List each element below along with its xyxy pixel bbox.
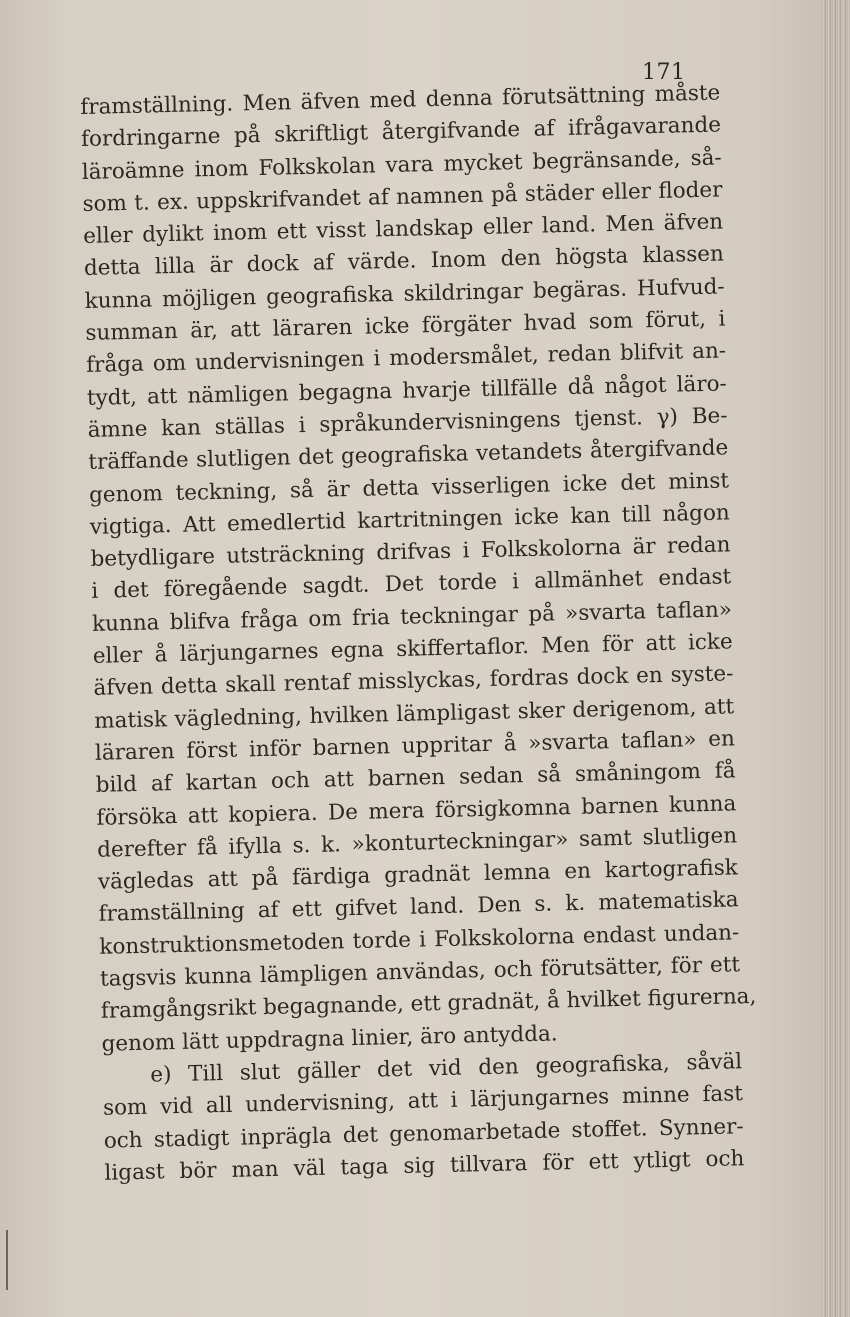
page-number: 171: [642, 60, 686, 85]
text-line: vägledas att på färdiga gradnät lemna en kartografisk: [97, 855, 739, 895]
text-line: matisk vägledning, hvilken lämpligast sker derigenom, att: [93, 693, 735, 734]
text-line: som t. ex. uppskrifvandet af namnen på städer eller floder: [82, 177, 723, 217]
text-line: försöka att kopiera. De mera försigkomna barnen kunna: [96, 790, 737, 831]
text-line: kunna möjligen geografiska skildringar begäras. Hufvud-: [84, 274, 725, 314]
text-line: ämne kan ställas i språkundervisningens tjenst. γ) Be-: [87, 403, 728, 443]
text-line: fråga om undervisningen i modersmålet, redan blifvit an-: [85, 338, 727, 379]
text-line: fordringarne på skriftligt återgifvande af ifrågavarande: [80, 112, 722, 153]
text-line: summan är, att läraren icke förgäter hvad som förut, i: [85, 306, 726, 347]
text-line: bild af kartan och att barnen sedan så småningom få: [95, 758, 736, 799]
text-line: tydt, att nämligen begagna hvarje tillfälle då något läro-: [86, 371, 728, 411]
text-line: konstruktionsmetoden torde i Folkskolorna endast undan-: [99, 919, 740, 960]
text-line: framställning. Men äfven med denna förutsättning måste: [80, 80, 721, 120]
text-line: som vid all undervisning, att i lärjungarnes minne fast: [102, 1081, 744, 1121]
text-line: derefter få ifylla s. k. »konturteckningar» samt slutligen: [96, 823, 738, 863]
text-line: genom teckning, så är detta visserligen icke det minst: [88, 467, 730, 508]
text-line: träffande slutligen det geografiska vetandets återgifvande: [88, 435, 729, 476]
text-line: vigtiga. Att emedlertid kartritningen icke kan till någon: [89, 500, 730, 540]
text-line: äfven detta skall rentaf misslyckas, fordras dock en syste-: [93, 661, 734, 702]
text-line: kunna blifva fråga om fria teckningar på »svarta taflan»: [91, 597, 733, 637]
text-line: läroämne inom Folkskolan vara mycket begränsande, så-: [81, 145, 722, 185]
text-line: och stadigt inprägla det genomarbetade stoffet. Synner-: [103, 1113, 744, 1154]
text-line: genom lätt uppdragna linier, äro antydda.: [101, 1021, 558, 1057]
text-line: tagsvis kunna lämpligen användas, och förutsätter, för ett: [99, 952, 741, 992]
text-line: eller å lärjungarnes egna skiffertaflor. Men för att icke: [92, 629, 733, 669]
text-line: läraren först inför barnen uppritar å »svarta taflan» en: [94, 726, 736, 766]
text-line: ligast bör man väl taga sig tillvara för ett ytligt och: [104, 1146, 745, 1186]
text-line: detta lilla är dock af värde. Inom den högsta klassen: [83, 241, 725, 282]
text-line: eller dylikt inom ett visst landskap eller land. Men äfven: [82, 209, 724, 250]
text-line: betydligare utsträckning drifvas i Folkskolorna är redan: [90, 532, 731, 573]
text-line: i det föregående sagdt. Det torde i allmänhet endast: [91, 564, 732, 605]
margin-mark: [6, 1230, 8, 1290]
text-line: framgångsrikt begagnande, ett gradnät, å hvilket figurerna,: [100, 984, 757, 1025]
body-text: [80, 77, 755, 1190]
text-line: framställning af ett gifvet land. Den s. k. matematiska: [98, 887, 739, 928]
text-line: e) Till slut gäller det vid den geografiska, såväl: [150, 1049, 743, 1088]
page-stack-edge: [822, 0, 850, 1317]
